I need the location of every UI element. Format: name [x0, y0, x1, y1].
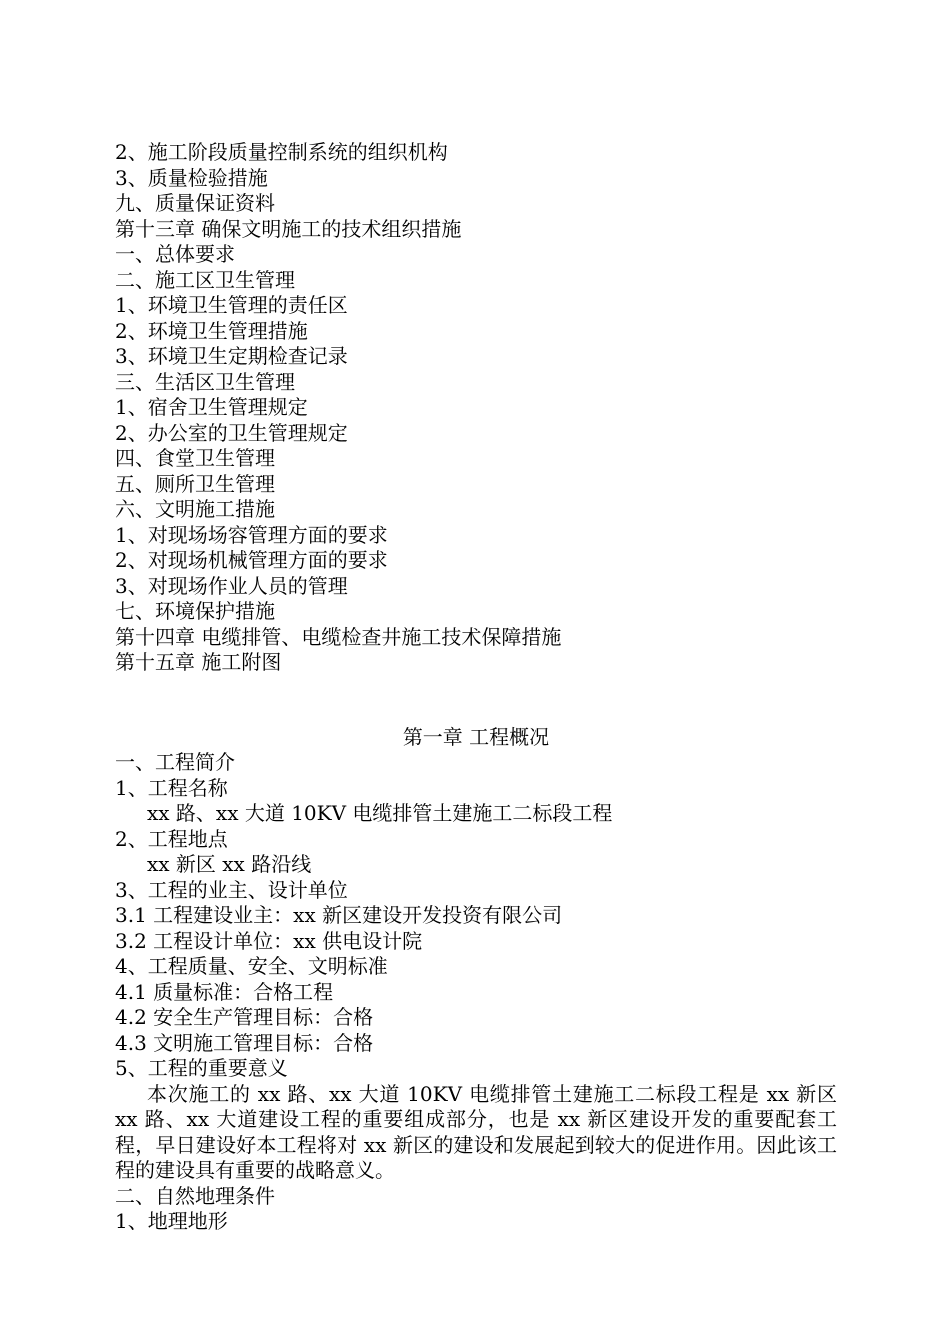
toc-item: 一、总体要求 [115, 242, 235, 266]
safety-target-line: 4.2 安全生产管理目标：合格 [115, 1005, 374, 1029]
toc-item: 二、施工区卫生管理 [115, 267, 295, 292]
owner-line: 3.1 工程建设业主：xx 新区建设开发投资有限公司 [115, 903, 563, 927]
toc-item: 2、对现场机械管理方面的要求 [115, 548, 388, 572]
toc-item: 四、食堂卫生管理 [115, 446, 275, 470]
toc-item: 1、宿舍卫生管理规定 [115, 395, 308, 419]
chapter-title: 第一章 工程概况 [402, 725, 550, 749]
subsection-heading: 3、工程的业主、设计单位 [115, 877, 348, 902]
significance-paragraph: 本次施工的 xx 路、xx 大道 10KV 电缆排管土建施工二标段工程是 xx 新区 xx 路、xx 大道建设工程的重要组成部分，也是 xx 新区建设开发的重要配套工程，早日建设好本工程将对 xx 新区的建设和发展起到较大的促进作用。因此该工程的建设具有重要的战略意义。 [115, 1081, 837, 1182]
section-heading: 二、自然地理条件 [115, 1183, 275, 1208]
toc-item: 2、办公室的卫生管理规定 [115, 420, 348, 445]
project-location-text: xx 新区 xx 路沿线 [147, 852, 312, 876]
subsection-heading: 1、地理地形 [115, 1209, 228, 1233]
subsection-heading: 2、工程地点 [115, 826, 228, 851]
toc-item: 2、环境卫生管理措施 [115, 318, 308, 343]
section-heading: 一、工程简介 [115, 750, 235, 774]
chapter-body [115, 750, 837, 1235]
subsection-heading: 5、工程的重要意义 [115, 1056, 288, 1080]
designer-line: 3.2 工程设计单位：xx 供电设计院 [115, 928, 423, 953]
toc-item: 七、环境保护措施 [115, 599, 275, 623]
toc-item: 三、生活区卫生管理 [115, 369, 295, 394]
toc-item: 3、环境卫生定期检查记录 [115, 344, 348, 368]
toc-item: 六、文明施工措施 [115, 497, 275, 521]
project-name-text: xx 路、xx 大道 10KV 电缆排管土建施工二标段工程 [147, 801, 613, 825]
subsection-heading: 1、工程名称 [115, 775, 228, 800]
toc-item: 第十三章 确保文明施工的技术组织措施 [115, 216, 462, 241]
toc-item: 第十五章 施工附图 [115, 650, 282, 674]
toc-item: 3、质量检验措施 [115, 165, 268, 190]
toc-item: 2、施工阶段质量控制系统的组织机构 [115, 140, 448, 164]
toc-item: 1、环境卫生管理的责任区 [115, 293, 348, 317]
quality-standard-line: 4.1 质量标准：合格工程 [115, 979, 334, 1004]
toc-item: 九、质量保证资料 [115, 191, 275, 215]
subsection-heading: 4、工程质量、安全、文明标准 [115, 954, 388, 978]
toc-item: 第十四章 电缆排管、电缆检查井施工技术保障措施 [115, 624, 562, 649]
toc-item: 3、对现场作业人员的管理 [115, 573, 348, 598]
toc-item: 1、对现场场容管理方面的要求 [115, 522, 388, 547]
toc-item: 五、厕所卫生管理 [115, 471, 275, 496]
civilized-target-line: 4.3 文明施工管理目标：合格 [115, 1030, 374, 1055]
table-of-contents [115, 140, 845, 676]
